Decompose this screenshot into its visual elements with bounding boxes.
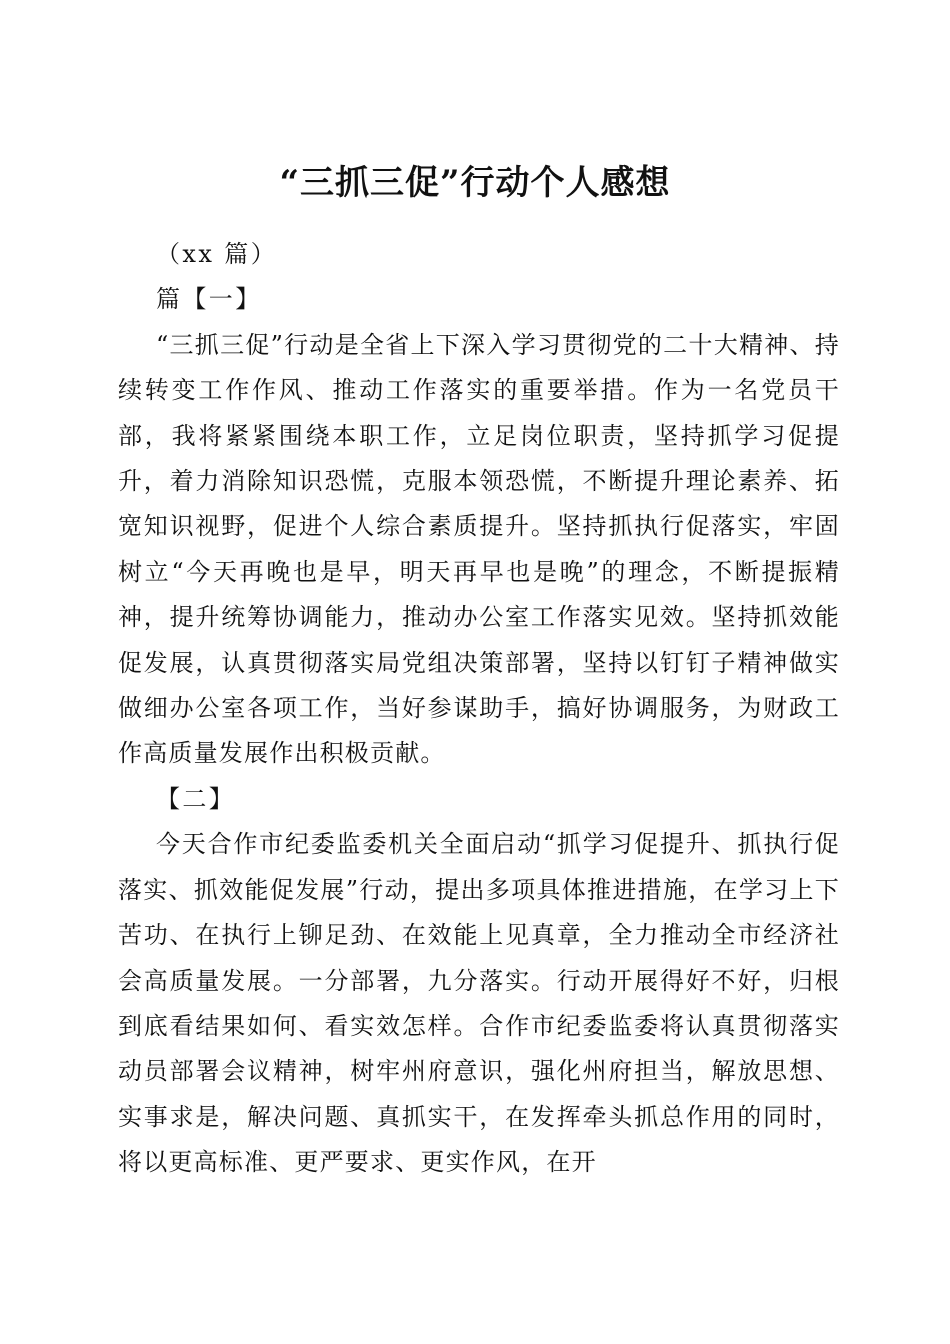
document-title: “三抓三促”行动个人感想	[279, 162, 671, 203]
section-paragraph-2: 今天合作市纪委监委机关全面启动“抓学习促提升、抓执行促落实、抓效能促发展”行动，提出多项具体推进措施，在学习上下苦功、在执行上铆足劲、在效能上见真章，全力推动全市经济社会高质量发展。一分部署，九分落实。行动开展得好不好，归根到底看结果如何、看实效怎样。合作市纪委监委将认真贯彻落实动员部署会议精神，树牢州府意识，强化州府担当，解放思想、实事求是，解决问题、真抓实干，在发挥牵头抓总作用的同时，将以更高标准、更严要求、更实作风，在开	[118, 830, 840, 1177]
section-paragraph-1: “三抓三促”行动是全省上下深入学习贯彻党的二十大精神、持续转变工作作风、推动工作落实的重要举措。作为一名党员干部，我将紧紧围绕本职工作，立足岗位职责，坚持抓学习促提升，着力消除知识恐慌，克服本领恐慌，不断提升理论素养、拓宽知识视野，促进个人综合素质提升。坚持抓执行促落实，牢固树立“今天再晚也是早，明天再早也是晚”的理念，不断提振精神，提升统筹协调能力，推动办公室工作落实见效。坚持抓效能促发展，认真贯彻落实局党组决策部署，坚持以钉钉子精神做实做细办公室各项工作，当好参谋助手，搞好协调服务，为财政工作高质量发展作出积极贡献。	[118, 330, 840, 768]
document-subtitle: （xx 篇）	[156, 240, 278, 268]
document-body	[118, 232, 840, 1186]
section-heading-1: 篇【一】	[156, 285, 262, 314]
section-heading-2: 【二】	[156, 784, 236, 813]
